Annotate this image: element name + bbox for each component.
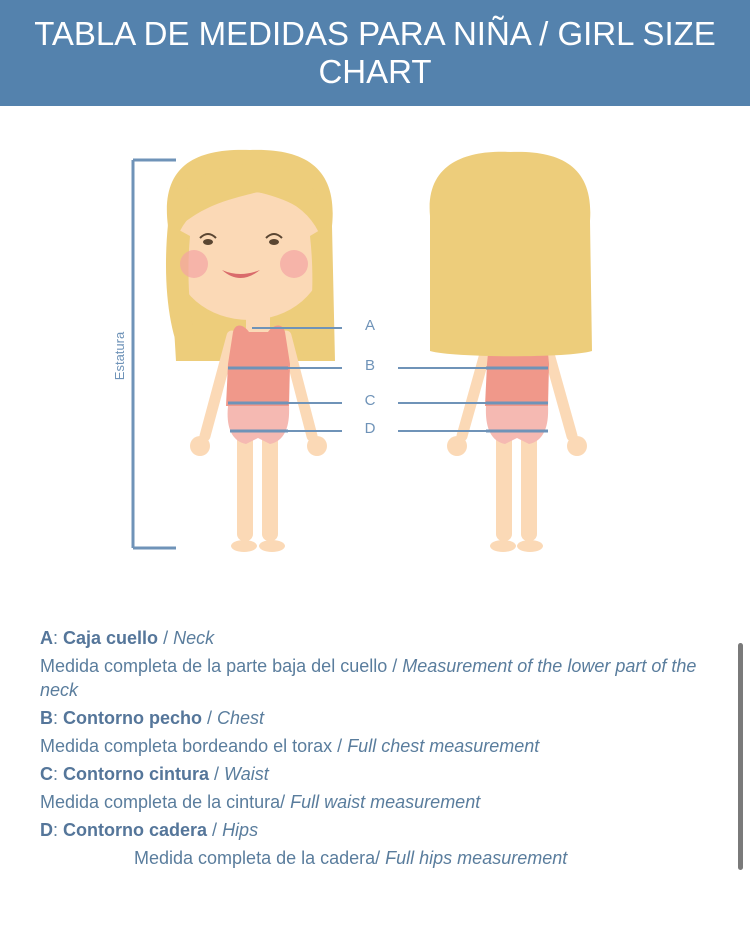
legend-name: Contorno cintura: [63, 764, 210, 784]
height-label: Estatura: [112, 331, 127, 381]
legend-name-en: Hips: [222, 820, 259, 840]
page-header: [0, 0, 750, 106]
legend-name: Contorno pecho: [63, 708, 202, 728]
girl-illustration: [0, 106, 750, 586]
marker-a: A: [364, 317, 376, 334]
legend-name: Caja cuello: [63, 628, 159, 648]
legend-desc-b: [40, 734, 720, 758]
legend-name-en: Chest: [217, 708, 265, 728]
legend-desc-a: [40, 654, 720, 702]
legend-desc-es: Medida completa bordeando el torax /: [40, 736, 348, 756]
legend-term-b: B: Contorno pecho / Chest: [40, 708, 265, 728]
legend-desc-c: [40, 790, 720, 814]
legend-desc-es: Medida completa de la parte baja del cuello /: [40, 656, 403, 676]
marker-d: D: [364, 420, 376, 437]
legend-desc-en: Full waist measurement: [290, 792, 481, 812]
legend-desc-es: Medida completa de la cintura/: [40, 792, 291, 812]
legend-name: Contorno cadera: [63, 820, 208, 840]
legend-term-d: D: Contorno cadera / Hips: [40, 820, 259, 840]
marker-c: C: [364, 392, 376, 409]
legend-desc-d: [40, 846, 720, 870]
legend-name-en: Neck: [173, 628, 215, 648]
vertical-scrollbar[interactable]: [738, 643, 743, 870]
legend-desc-es: Medida completa de la cadera/: [134, 848, 386, 868]
legend-desc-en: Measurement of the lower part of the neck: [40, 656, 697, 700]
legend-desc-en: Full chest measurement: [347, 736, 540, 756]
front-figure: [166, 150, 342, 552]
measurement-legend: [40, 626, 720, 874]
legend-desc-en: Full hips measurement: [385, 848, 568, 868]
back-figure: [398, 152, 592, 552]
legend-letter: A: [40, 628, 53, 648]
legend-term-c: C: Contorno cintura / Waist: [40, 764, 269, 784]
legend-letter: C: [40, 764, 53, 784]
height-bracket: [112, 160, 176, 548]
size-chart-figure: [0, 106, 750, 586]
legend-letter: B: [40, 708, 53, 728]
page-title: TABLA DE MEDIDAS PARA NIÑA / GIRL SIZE CHART: [34, 15, 716, 90]
legend-name-en: Waist: [224, 764, 269, 784]
legend-letter: D: [40, 820, 53, 840]
marker-b: B: [364, 357, 376, 374]
legend-term-a: A: Caja cuello / Neck: [40, 628, 215, 648]
measure-markers: [365, 317, 376, 437]
